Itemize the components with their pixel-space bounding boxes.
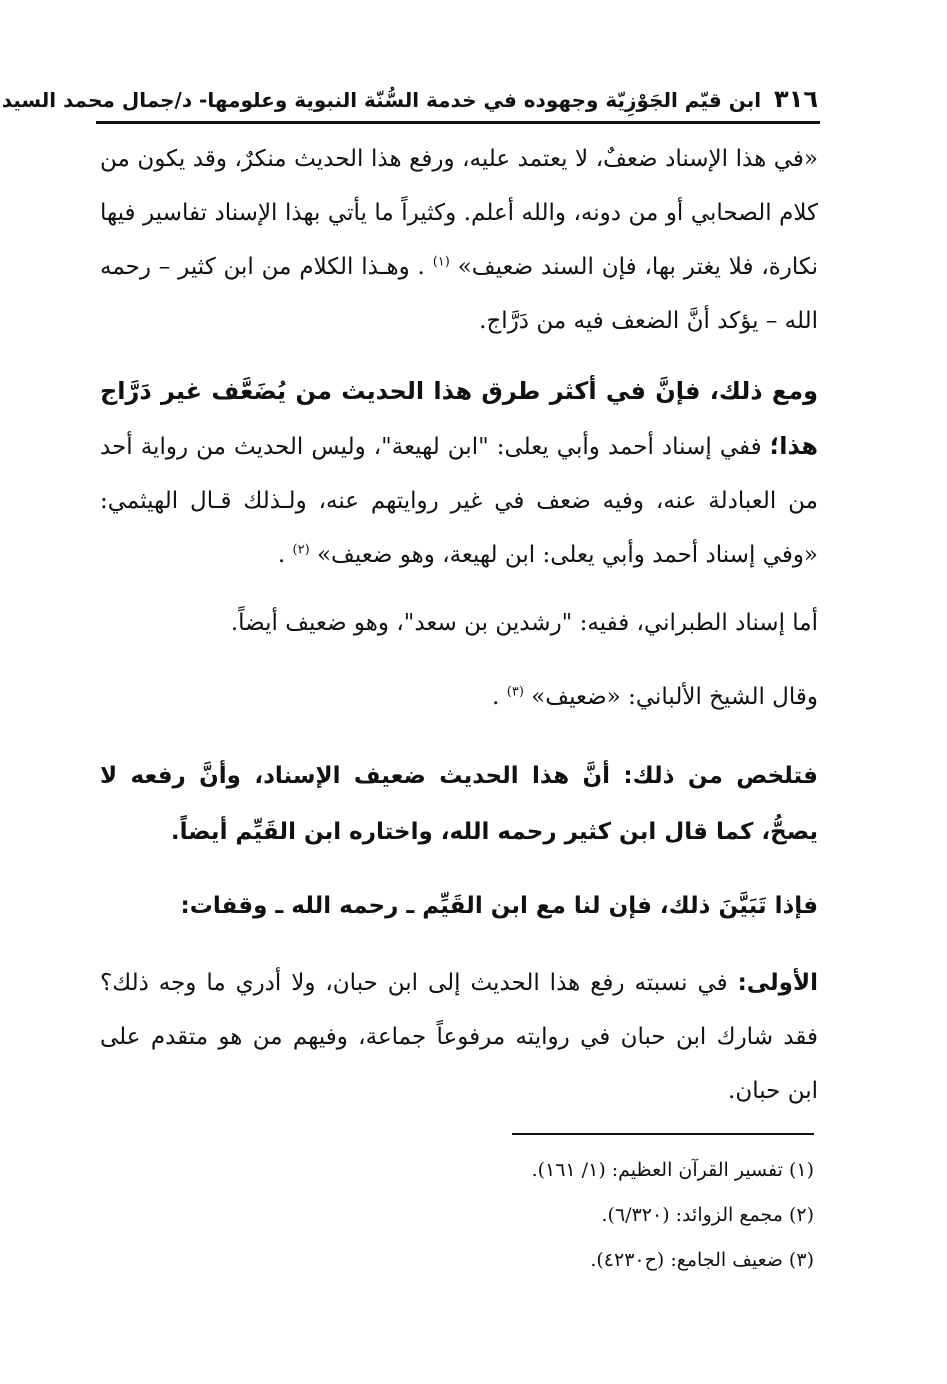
first-remark-label: الأولى: (737, 970, 818, 996)
paragraph-tabarani (100, 596, 818, 650)
running-title: ابن قيّم الجَوْزِيّة وجهوده في خدمة السُّنّة النبوية وعلومها- د/جمال محمد السيد (1, 88, 762, 112)
footnote-ref-2: (٢) (292, 542, 310, 558)
paragraph-tail: . (492, 684, 500, 710)
paragraph-body: أما إسناد الطبراني، ففيه: "رشدين بن سعد"، وهو ضعيف أيضاً. (230, 610, 818, 636)
paragraph-albani (100, 670, 818, 724)
quote-text: «في هذا الإسناد ضعفٌ، لا يعتمد عليه، ورفع هذا الحديث منكرٌ، وقد يكون من كلام الصحابي أو من دونه، والله أعلم. وكثيراً ما يأتي بهذا الإسناد تفاسير فيها نكارة، فلا يغتر بها، فإن السند ضعيف» (100, 146, 819, 280)
page-number: ٣١٦ (774, 85, 818, 113)
paragraph-tail: . (277, 542, 286, 568)
paragraph-body: وقال الشيخ الألباني: «ضعيف» (531, 684, 818, 710)
first-remark-body: في نسبته رفع هذا الحديث إلى ابن حبان، ولا أدري ما وجه ذلك؟ فقد شارك ابن حبان في روايته مرفوعاً جماعة، وفيهم من هو متقدم على ابن حبان. (100, 970, 818, 1104)
paragraph-remarks-intro (100, 878, 818, 934)
header-rule (96, 121, 820, 124)
running-header (1, 78, 818, 120)
paragraph-conclusion (100, 748, 818, 860)
footnote-ref-3: (٣) (506, 684, 524, 700)
footnote-3: (٣) ضعيف الجامع: (ح٤٢٣٠). (590, 1249, 814, 1271)
footnote-1: (١) تفسير القرآن العظيم: (١/ ١٦١). (531, 1159, 814, 1181)
footnote-ref-1: (١) (432, 254, 450, 270)
footnotes (300, 1148, 814, 1283)
conclusion-text: فتلخص من ذلك: أنَّ هذا الحديث ضعيف الإسناد، وأنَّ رفعه لا يصحُّ، كما قال ابن كثير رحمه الله، واختاره ابن القَيِّم أيضاً. (100, 763, 818, 845)
paragraph-lead-bold: ومع ذلك، فإنَّ في أكثر طرق هذا الحديث من يُضَعَّف غير دَرَّاج هذا؛ (100, 377, 818, 460)
paragraph-first-remark (100, 956, 818, 1118)
quote-tail: . وهـذا الكلام من ابن كثير – رحمه الله – يؤكد أنَّ الضعف فيه من دَرَّاج. (100, 254, 818, 334)
footnote-separator (512, 1133, 814, 1135)
remarks-intro-text: فإذا تَبَيَّنَ ذلك، فإن لنا مع ابن القَيِّم ـ رحمه الله ـ وقفات: (180, 893, 818, 919)
paragraph-body: ففي إسناد أحمد وأبي يعلى: "ابن لهيعة"، وليس الحديث من رواية أحد من العبادلة عنه، وفيه ضعف في غير روايتهم عنه، ولـذلك قـال الهيثمي: «وفي إسناد أحمد وأبي يعلى: ابن لهيعة، وهو ضعيف» (100, 434, 818, 568)
paragraph-ibn-kathir-quote (100, 132, 818, 348)
footnote-2: (٢) مجمع الزوائد: (٦/٣٢٠). (601, 1204, 814, 1226)
paragraph-other-weak-narrators (100, 364, 818, 582)
